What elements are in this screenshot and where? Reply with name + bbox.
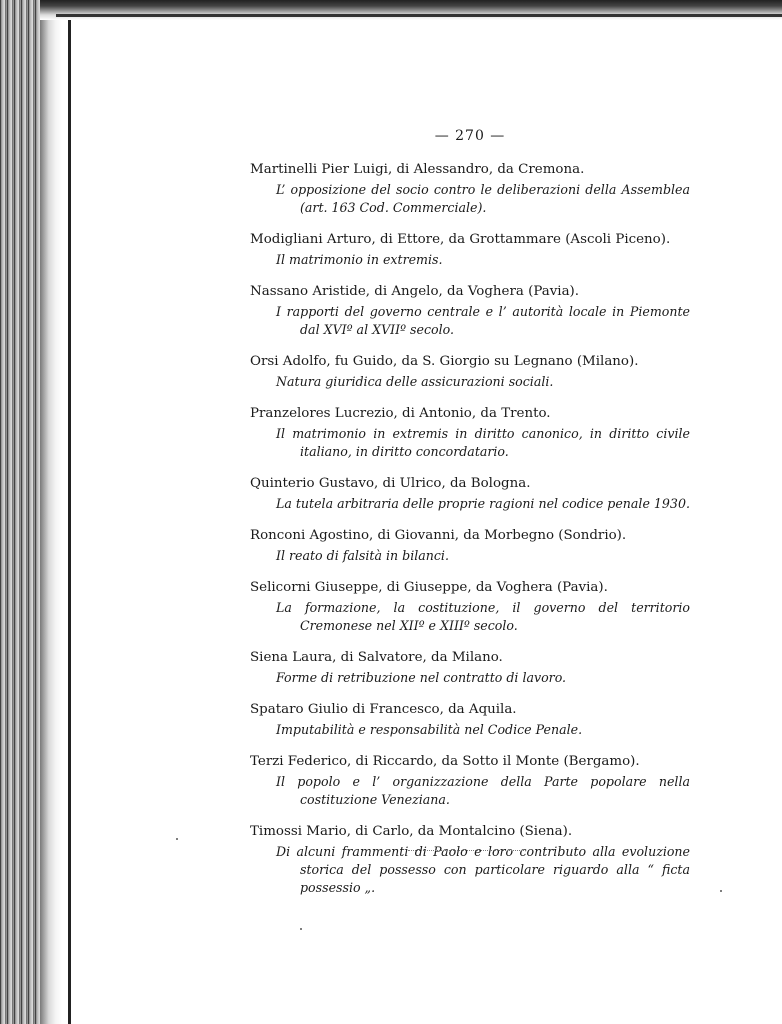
entry-author: Martinelli Pier Luigi, di Alessandro, da Cremona. [250, 162, 585, 177]
list-item [250, 526, 690, 565]
scan-speck [720, 890, 722, 892]
entry-author: Ronconi Agostino, di Giovanni, da Morbegno (Sondrio). [250, 528, 627, 543]
gutter-line [68, 10, 71, 1024]
entry-thesis: Di alcuni frammenti di Paolo e loro contributo alla evoluzione storica del possesso con particolare riguardo alla “ ficta possessio „. [276, 844, 690, 895]
entry-thesis: Il reato di falsità in bilanci. [276, 548, 449, 563]
list-item [250, 160, 690, 217]
list-item [250, 700, 690, 739]
end-ornament-rule [408, 850, 526, 853]
entry-thesis: Natura giuridica delle assicurazioni sociali. [276, 374, 554, 389]
page-content [250, 128, 690, 910]
entry-thesis: Il matrimonio in extremis. [276, 252, 443, 267]
page-number: — 270 — [434, 128, 506, 144]
entry-author: Nassano Aristide, di Angelo, da Voghera (Pavia). [250, 284, 580, 299]
entry-thesis: Il matrimonio in extremis in diritto canonico, in diritto civile italiano, in diritto concordatario. [276, 426, 690, 459]
entry-author: Pranzelores Lucrezio, di Antonio, da Trento. [250, 406, 551, 421]
entry-author: Spataro Giulio di Francesco, da Aquila. [250, 702, 517, 717]
entry-author: Selicorni Giuseppe, di Giuseppe, da Voghera (Pavia). [250, 580, 608, 595]
list-item [250, 404, 690, 461]
page-top-line [56, 14, 782, 17]
page-top-edge [40, 0, 782, 20]
entry-author: Modigliani Arturo, di Ettore, da Grottammare (Ascoli Piceno). [250, 232, 671, 247]
entry-author: Quinterio Gustavo, di Ulrico, da Bologna. [250, 476, 531, 491]
entry-author: Terzi Federico, di Riccardo, da Sotto il Monte (Bergamo). [250, 754, 640, 769]
list-item [250, 474, 690, 513]
entry-thesis: Forme di retribuzione nel contratto di lavoro. [276, 670, 567, 685]
entry-thesis: Imputabilità e responsabilità nel Codice Penale. [276, 722, 583, 737]
list-item [250, 230, 690, 269]
entry-thesis: La formazione, la costituzione, il governo del territorio Cremonese nel XIIº e XIIIº secolo. [276, 600, 690, 633]
scan-speck [300, 928, 302, 930]
entry-thesis: I rapporti del governo centrale e l’ autorità locale in Piemonte dal XVIº al XVIIº secolo. [276, 304, 690, 337]
binding-shadow [40, 0, 62, 1024]
entry-author: Orsi Adolfo, fu Guido, da S. Giorgio su Legnano (Milano). [250, 354, 639, 369]
list-item [250, 282, 690, 339]
list-item [250, 578, 690, 635]
scan-speck [176, 838, 178, 840]
list-item [250, 352, 690, 391]
entry-thesis: Il popolo e l’ organizzazione della Parte popolare nella costituzione Veneziana. [276, 774, 690, 807]
entry-thesis: L’ opposizione del socio contro le deliberazioni della Assemblea (art. 163 Cod. Commerciale). [276, 182, 690, 215]
entry-thesis: La tutela arbitraria delle proprie ragioni nel codice penale 1930. [276, 496, 690, 511]
entry-author: Siena Laura, di Salvatore, da Milano. [250, 650, 503, 665]
list-item [250, 648, 690, 687]
entry-author: Timossi Mario, di Carlo, da Montalcino (Siena). [250, 824, 573, 839]
list-item [250, 822, 690, 897]
list-item [250, 752, 690, 809]
